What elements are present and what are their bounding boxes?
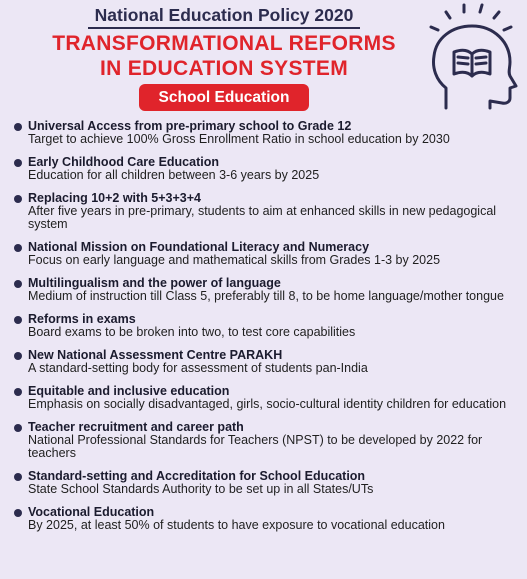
item-title: Reforms in exams: [28, 312, 136, 326]
item-title: Standard-setting and Accreditation for School Education: [28, 469, 366, 483]
item-description: Target to achieve 100% Gross Enrollment Ratio in school education by 2030: [28, 132, 450, 146]
item-description: By 2025, at least 50% of students to have exposure to vocational education: [28, 518, 445, 532]
item-description: Board exams to be broken into two, to test core capabilities: [28, 325, 356, 339]
list-item: [14, 312, 522, 339]
list-item: [14, 420, 522, 460]
item-description: National Professional Standards for Teachers (NPST) to be developed by 2022 for teachers: [28, 433, 483, 460]
item-title: Equitable and inclusive education: [28, 384, 230, 398]
list-item: [14, 191, 522, 231]
item-title: New National Assessment Centre PARAKH: [28, 348, 283, 362]
list-item: [14, 348, 522, 375]
bullet-icon: [14, 244, 22, 252]
section-badge: School Education: [139, 84, 309, 111]
reforms-list: [14, 119, 522, 541]
item-title: Replacing 10+2 with 5+3+3+4: [28, 191, 202, 205]
list-item: [14, 505, 522, 532]
title-line-2: IN EDUCATION SYSTEM: [100, 57, 348, 80]
list-item: [14, 119, 522, 146]
item-title: Early Childhood Care Education: [28, 155, 219, 169]
bullet-icon: [14, 352, 22, 360]
item-description: Emphasis on socially disadvantaged, girls, socio-cultural identity children for education: [28, 397, 507, 411]
bullet-icon: [14, 473, 22, 481]
bullet-icon: [14, 388, 22, 396]
header: [0, 0, 527, 112]
bullet-icon: [14, 424, 22, 432]
item-description: A standard-setting body for assessment of students pan-India: [28, 361, 368, 375]
item-title: Universal Access from pre-primary school to Grade 12: [28, 119, 352, 133]
item-description: Education for all children between 3-6 years by 2025: [28, 168, 320, 182]
bullet-icon: [14, 195, 22, 203]
bullet-icon: [14, 123, 22, 131]
overline-underline: [88, 27, 360, 29]
item-title: Multilingualism and the power of language: [28, 276, 281, 290]
item-description: Medium of instruction till Class 5, preferably till 8, to be home language/mother tongue: [28, 289, 504, 303]
head-with-book-icon: [424, 2, 524, 110]
page-title: [20, 31, 428, 81]
list-item: [14, 155, 522, 182]
list-item: [14, 469, 522, 496]
bullet-icon: [14, 159, 22, 167]
list-item: [14, 240, 522, 267]
bullet-icon: [14, 509, 22, 517]
item-description: After five years in pre-primary, students to aim at enhanced skills in new pedagogical system: [28, 204, 497, 231]
title-line-1: TRANSFORMATIONAL REFORMS: [52, 32, 396, 55]
item-title: National Mission on Foundational Literacy and Numeracy: [28, 240, 370, 254]
bullet-icon: [14, 280, 22, 288]
item-description: Focus on early language and mathematical skills from Grades 1-3 by 2025: [28, 253, 441, 267]
item-title: Vocational Education: [28, 505, 155, 519]
bullet-icon: [14, 316, 22, 324]
overline-heading: National Education Policy 2020: [94, 5, 354, 25]
item-title: Teacher recruitment and career path: [28, 420, 244, 434]
list-item: [14, 384, 522, 411]
item-description: State School Standards Authority to be set up in all States/UTs: [28, 482, 374, 496]
list-item: [14, 276, 522, 303]
